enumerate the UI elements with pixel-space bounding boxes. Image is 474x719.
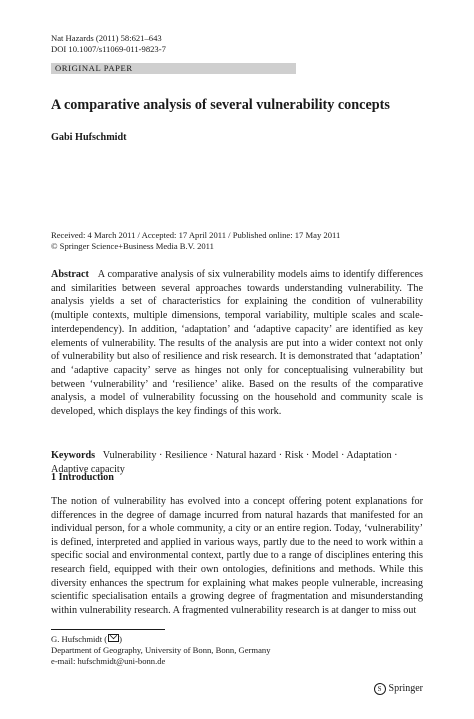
paper-type-label: ORIGINAL PAPER: [55, 63, 133, 73]
publisher-mark: [374, 683, 423, 695]
journal-info: [51, 33, 166, 55]
keywords-label: Keywords: [51, 450, 96, 461]
journal-citation: Nat Hazards (2011) 58:621–643: [51, 33, 162, 43]
abstract: [51, 268, 423, 419]
keywords-list: Vulnerability · Resilience · Natural hazard · Risk · Model · Adaptation · Adaptive capacity: [51, 450, 398, 475]
footnote-author-name: G. Hufschmidt (: [51, 634, 108, 644]
doi: DOI 10.1007/s11069-011-9823-7: [51, 44, 166, 54]
footnote-divider: [51, 629, 165, 630]
introduction-text: The notion of vulnerability has evolved into a concept offering potent explanations for differences in the degree of damage incurred from natural hazards that manifested for an individual person, for a whole community, a city or an entire region. Today, ‘vulnerability’ is defined, interpreted and applied in various ways, partly due to the need to work within a specific social and environmental context, partly due to a range of disciplines entering this research field, equipped with their own ontologies, definitions and methods. While this diversity enhances the spectrum for explaining what makes people vulnerable, increasing scientific specialisation entails a growing degree of fragmentation and misunderstanding within vulnerability research. A fragmented vulnerability research is at danger to miss out: [51, 496, 423, 616]
springer-logo-icon: S: [374, 683, 386, 695]
footnote-author: [51, 634, 271, 645]
abstract-label: Abstract: [51, 269, 89, 280]
footnote-email: e-mail: hufschmidt@uni-bonn.de: [51, 656, 166, 666]
paper-type-banner: [51, 63, 296, 74]
publisher-name: Springer: [388, 683, 423, 694]
abstract-text: A comparative analysis of six vulnerability models aims to identify differences and similarities between several approaches towards understanding vulnerability. The analysis yields a set of characteristics for explaining the condition of vulnerability (multiple contexts, multiple dimensions, temporal variability, multiple scales and scale-interdependency). In addition, ‘adaptation’ and ‘adaptive capacity’ are identified as key elements of vulnerability. The results of the analysis are put into a wider context not only of vulnerability but also of resilience and risk research. It is demonstrated that ‘adaptation’ and ‘adaptive capacity’ serve as hinges not only for conceptualising vulnerability but between ‘vulnerability’ and ‘resilience’ alike. Based on the results of the comparative analysis, a model of vulnerability focussing on the household and community scale is developed, which displays the key findings of this work.: [51, 269, 423, 418]
author-name: Gabi Hufschmidt: [51, 132, 127, 143]
article-title: A comparative analysis of several vulnerability concepts: [51, 97, 390, 113]
envelope-icon: [108, 634, 119, 642]
copyright-line: © Springer Science+Business Media B.V. 2011: [51, 241, 214, 251]
publication-dates: [51, 230, 431, 252]
author-footnote: [51, 634, 271, 667]
footnote-author-close: ): [119, 634, 122, 644]
history-dates: Received: 4 March 2011 / Accepted: 17 April 2011 / Published online: 17 May 2011: [51, 230, 341, 240]
footnote-affiliation: Department of Geography, University of Bonn, Bonn, Germany: [51, 645, 271, 655]
section-heading: 1 Introduction: [51, 472, 114, 483]
